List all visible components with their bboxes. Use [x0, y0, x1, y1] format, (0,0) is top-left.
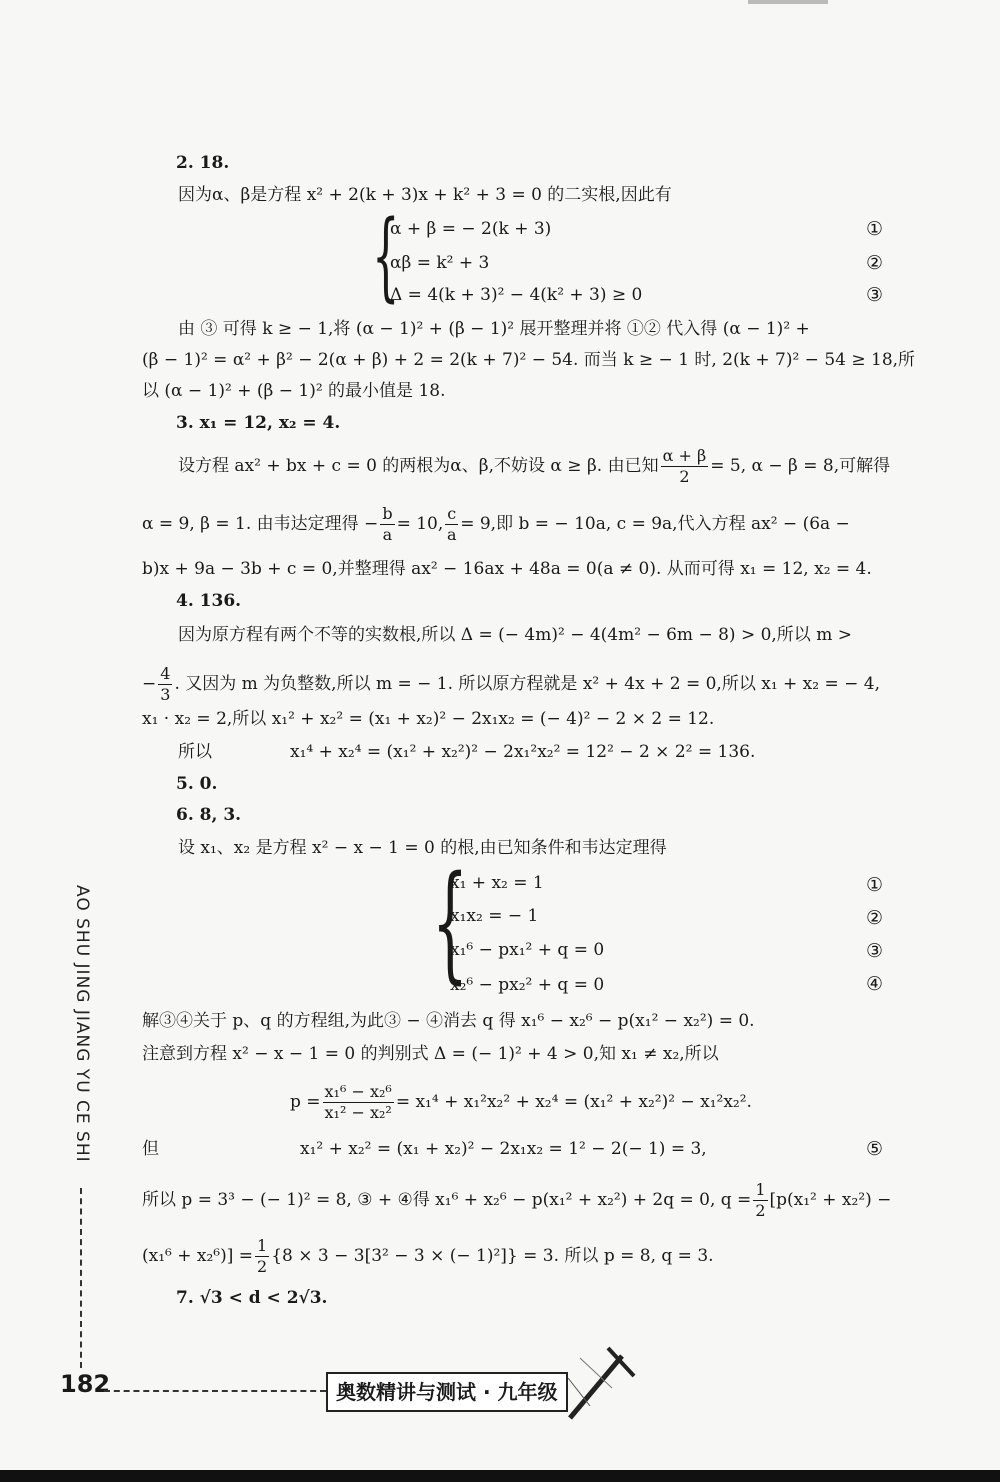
answer-5-label: 5. 0. [176, 774, 218, 794]
answer-3-line-3: b)x + 9a − 3b + c = 0,并整理得 ax² − 16ax + 48a = 0(a ≠ 0). 从而可得 x₁ = 12, x₂ = 4. [142, 559, 872, 579]
answer-4-line-4a: 所以 [178, 742, 212, 762]
answer-3-line-1 [178, 446, 890, 487]
answer-4-line-3: x₁ · x₂ = 2,所以 x₁² + x₂² = (x₁ + x₂)² − 2x₁x₂ = (− 4)² − 2 × 2 = 12. [142, 709, 715, 729]
answer-6-line-7: (x₁⁶ + x₂⁶)] = $\frac{1}{2}$ {8 × 3 − 3[3² − 3 × (− 1)²]} = 3. 所以 p = 8, q = 3. [142, 1236, 714, 1276]
eq2-marker-1: ① [866, 874, 884, 896]
vertical-book-title: AO SHU JING JIANG YU CE SHI [72, 885, 92, 1163]
answer-6-line-3: 注意到方程 x² − x − 1 = 0 的判别式 Δ = (− 1)² + 4 > 0,知 x₁ ≠ x₂,所以 [142, 1044, 719, 1064]
answer-4-label: 4. 136. [176, 591, 242, 611]
answer-2-line-4: 以 (α − 1)² + (β − 1)² 的最小值是 18. [142, 381, 446, 401]
answer-6-line-2: 解③④关于 p、q 的方程组,为此③ − ④消去 q 得 x₁⁶ − x₂⁶ − p(x₁² − x₂²) = 0. [142, 1011, 755, 1031]
answer-6-p-formula: p = $\frac{\text{x₁⁶ − x₂⁶}}{\text{x₁² − x₂²}}$ = x₁⁴ + x₁²x₂² + x₂⁴ = (x₁² + x₂²)² − x₁²x₂². [290, 1082, 752, 1122]
fraction-half-2: $\frac{1}{2}$ [257, 1236, 268, 1276]
scan-edge [0, 1470, 1000, 1482]
answer-6-line-5b: x₁² + x₂² = (x₁ + x₂)² − 2x₁x₂ = 1² − 2(− 1) = 3, [300, 1139, 707, 1159]
eq-marker-3: ③ [866, 284, 884, 306]
answer-2-line-3: (β − 1)² = α² + β² − 2(α + β) + 2 = 2(k + 7)² − 54. 而当 k ≥ − 1 时, 2(k + 7)² − 54 ≥ 18,所 [142, 350, 916, 370]
answer-4-line-2: − $\frac{4}{3}$ . 又因为 m 为负整数,所以 m = − 1. 所以原方程就是 x² + 4x + 2 = 0,所以 x₁ + x₂ = − 4, [142, 664, 881, 704]
footer-dashed-rule [104, 1390, 326, 1392]
eq2-marker-5: ⑤ [866, 1138, 884, 1160]
answer-6-line-6: 所以 p = 3³ − (− 1)² = 8, ③ + ④得 x₁⁶ + x₂⁶ − p(x₁² + x₂²) + 2q = 0, q = $\frac{1}{2}$ [p(x₁² + x₂²) − [142, 1180, 892, 1220]
answer-6-line-5a: 但 [142, 1139, 159, 1159]
system-brace-2: { [432, 849, 469, 996]
system2-eq-2: x₁x₂ = − 1 [450, 906, 539, 926]
answer-6-label: 6. 8, 3. [176, 805, 242, 825]
pencil-ruler-icon [560, 1338, 640, 1428]
fraction-b-a: $\frac{b}{a}$ [382, 504, 393, 544]
fraction-4-3: $\frac{4}{3}$ [160, 664, 171, 704]
answer-2-label: 2. 18. [176, 153, 230, 173]
answer-3-line-1a: 设方程 ax² + bx + c = 0 的两根为α、β,不妨设 α ≥ β. 由已知 [178, 456, 659, 476]
system-eq-2: αβ = k² + 3 [390, 253, 490, 273]
footer-book-title: 奥数精讲与测试 · 九年级 [326, 1372, 568, 1412]
eq-marker-1: ① [866, 218, 884, 240]
eq2-marker-4: ④ [866, 973, 884, 995]
eq2-marker-2: ② [866, 907, 884, 929]
fraction-c-a: $\frac{c}{a}$ [446, 504, 457, 544]
answer-2-line-2: 由 ③ 可得 k ≥ − 1,将 (α − 1)² + (β − 1)² 展开整理并将 ①② 代入得 (α − 1)² + [178, 319, 810, 339]
eq2-marker-3: ③ [866, 940, 884, 962]
answer-3-line-2: α = 9, β = 1. 由韦达定理得 − $\frac{b}{a}$ = 10, $\frac{c}{a}$ = 9,即 b = − 10a, c = 9a,代入方程 ax² − (6a − [142, 504, 850, 544]
answer-3-label: 3. x₁ = 12, x₂ = 4. [176, 413, 341, 433]
answer-2-line-1: 因为α、β是方程 x² + 2(k + 3)x + k² + 3 = 0 的二实根,因此有 [178, 185, 672, 205]
answer-4-line-4b: x₁⁴ + x₂⁴ = (x₁² + x₂²)² − 2x₁²x₂² = 12² − 2 × 2² = 136. [290, 742, 756, 762]
system-eq-3: Δ = 4(k + 3)² − 4(k² + 3) ≥ 0 [390, 285, 643, 305]
answer-4-line-1: 因为原方程有两个不等的实数根,所以 Δ = (− 4m)² − 4(4m² − 6m − 8) > 0,所以 m > [178, 625, 852, 645]
system2-eq-3: x₁⁶ − px₁² + q = 0 [450, 940, 605, 960]
vertical-dashed-rule [80, 1188, 82, 1368]
scan-mark [748, 0, 828, 4]
system-brace: { [372, 200, 400, 312]
fraction-alpha-beta: $\frac{\alpha + \beta}{2}$ [662, 446, 707, 486]
answer-6-line-1: 设 x₁、x₂ 是方程 x² − x − 1 = 0 的根,由已知条件和韦达定理得 [178, 838, 667, 858]
answer-7-label: 7. √3 < d < 2√3. [176, 1288, 328, 1308]
fraction-p: $\frac{\text{x₁⁶ − x₂⁶}}{\text{x₁² − x₂²}}$ [324, 1082, 392, 1122]
eq-marker-2: ② [866, 252, 884, 274]
system2-eq-1: x₁ + x₂ = 1 [450, 873, 544, 893]
system-eq-1: α + β = − 2(k + 3) [390, 219, 552, 239]
fraction-half-1: $\frac{1}{2}$ [755, 1180, 766, 1220]
system2-eq-4: x₂⁶ − px₂² + q = 0 [450, 975, 605, 995]
answer-3-line-1b: = 5, α − β = 8,可解得 [710, 456, 891, 476]
page-number: 182 [60, 1370, 111, 1398]
